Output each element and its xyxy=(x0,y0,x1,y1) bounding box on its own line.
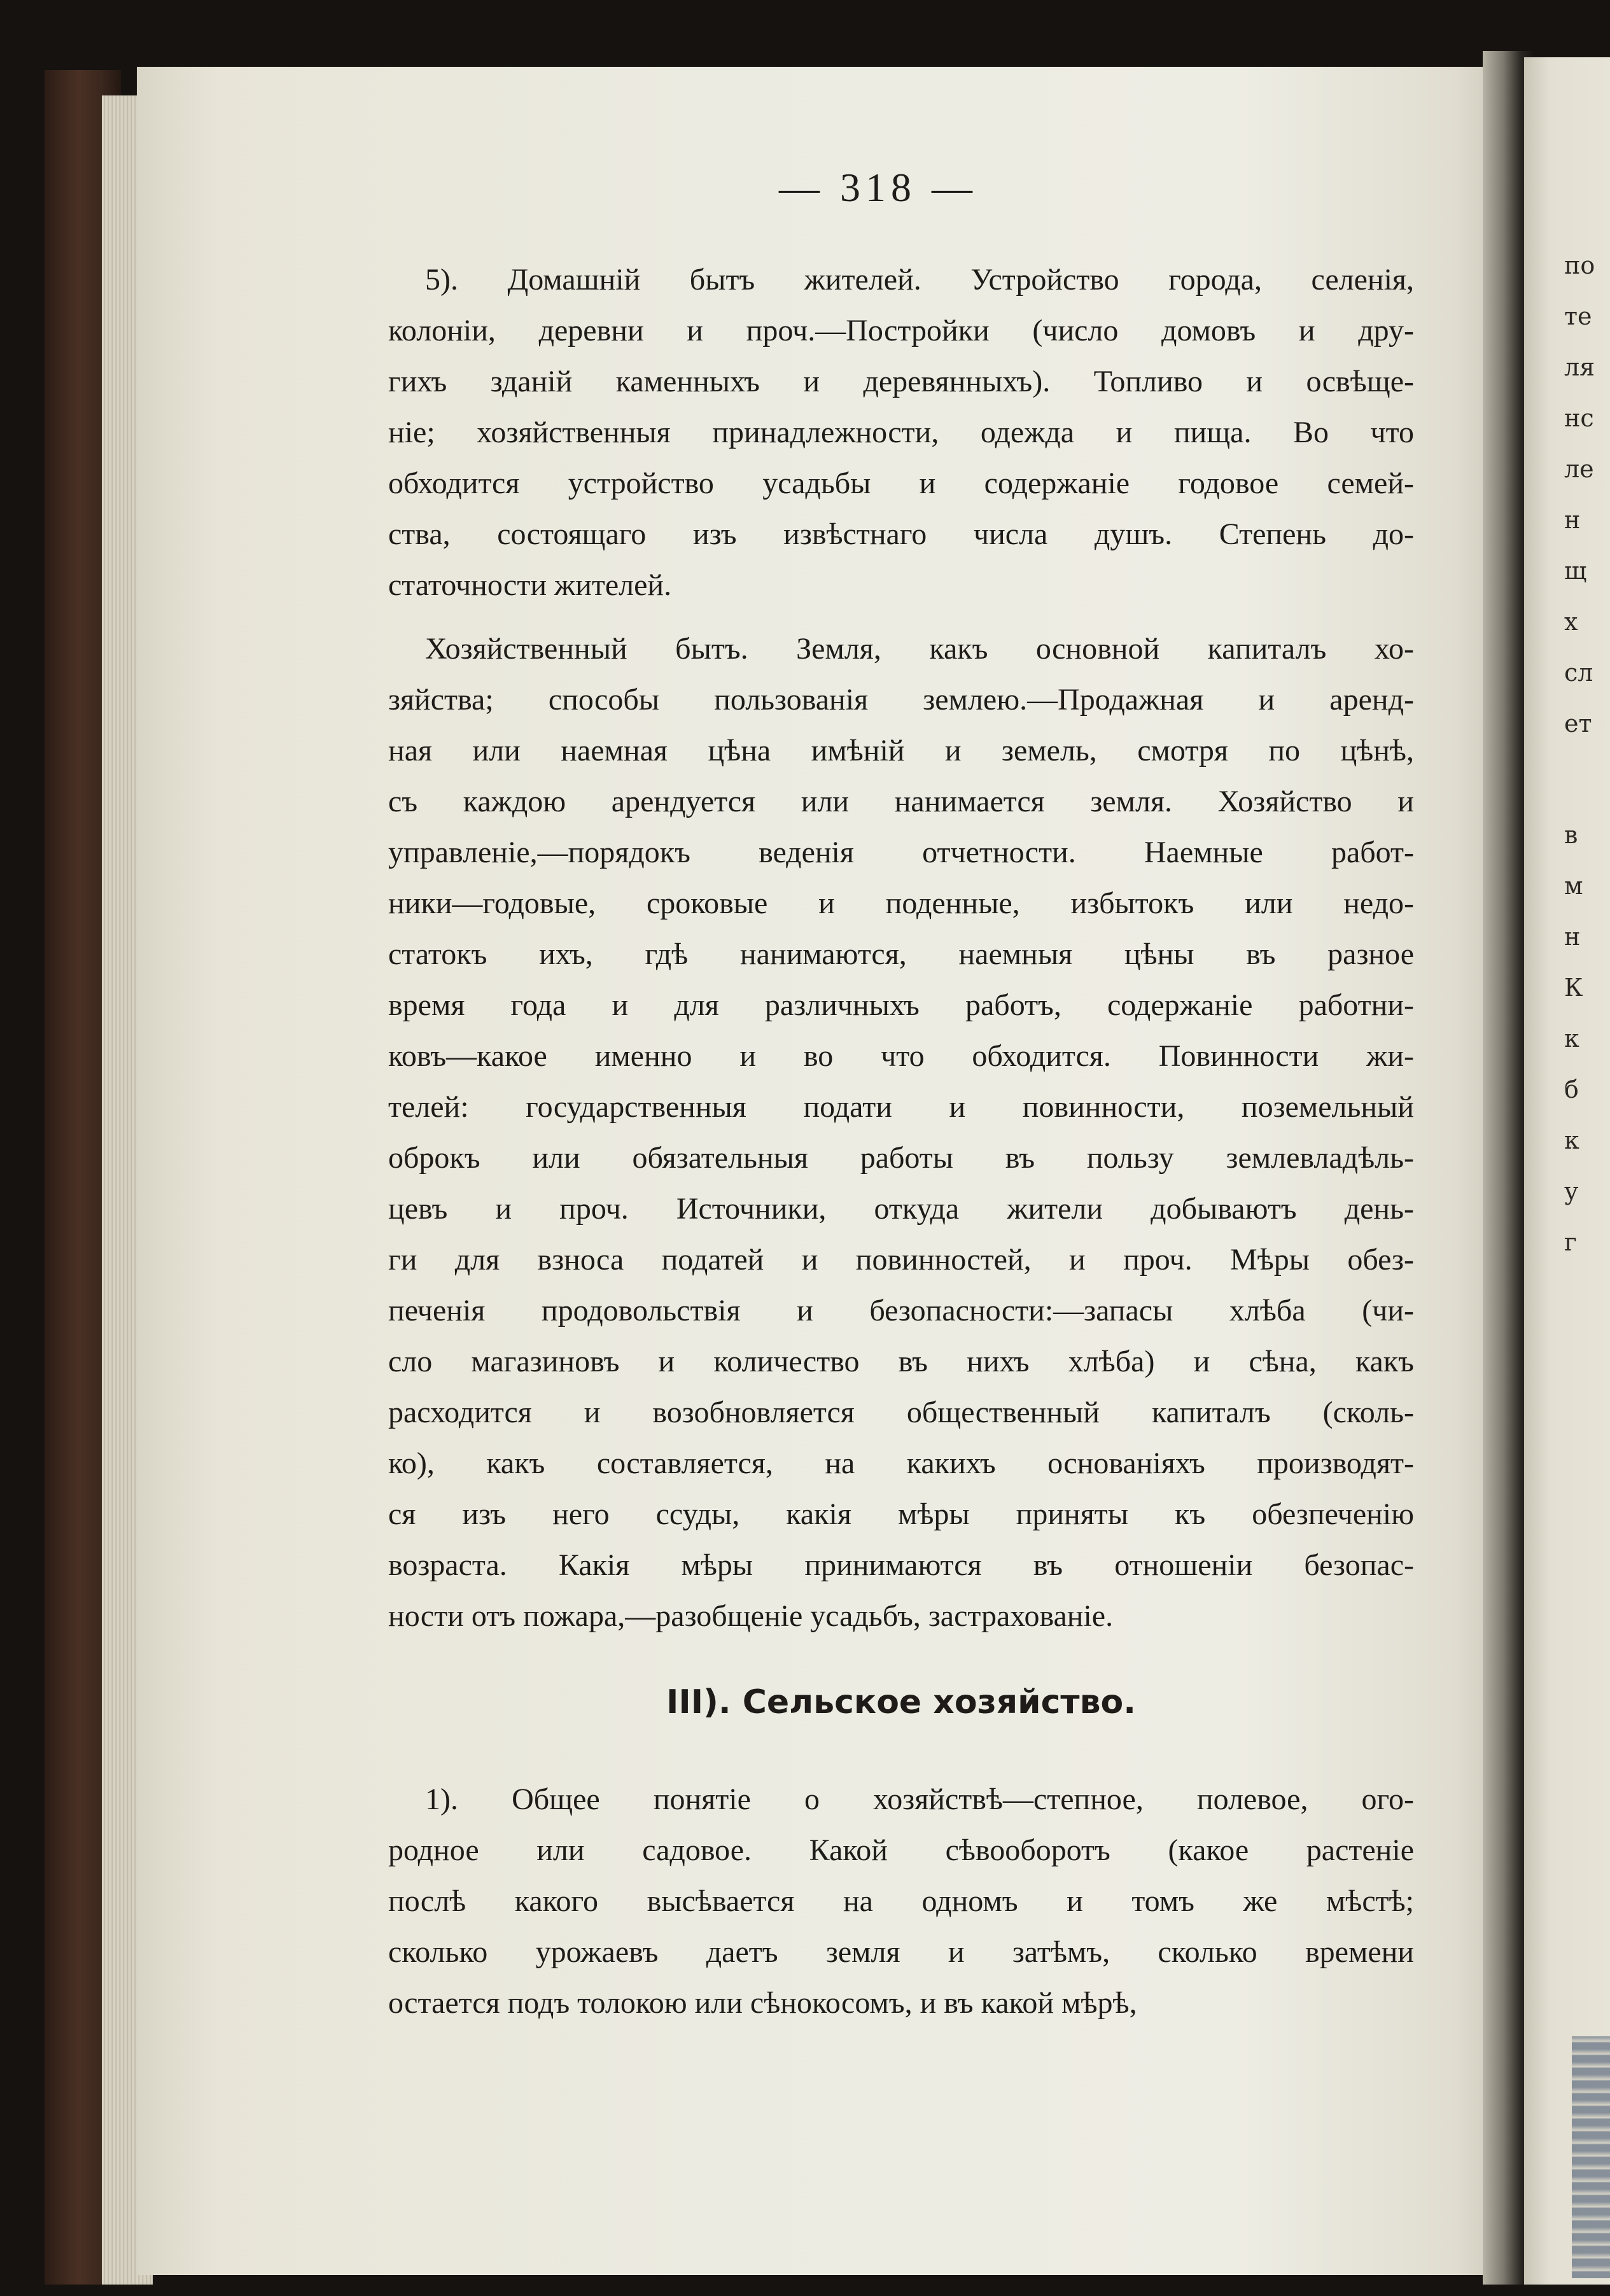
text-line: послѣ какого высѣвается на одномъ и томъ же мѣстѣ; xyxy=(388,1884,1414,1918)
paragraph-agriculture xyxy=(388,1774,1414,2029)
paragraph-economic-life xyxy=(388,624,1414,1642)
text-line: сло магазиновъ и количество въ нихъ хлѣба) и сѣна, какъ xyxy=(388,1345,1414,1378)
text-line: ги для взноса податей и повинностей, и проч. Мѣры обез- xyxy=(388,1243,1414,1277)
text-line: ко), какъ составляется, на какихъ основаніяхъ производят- xyxy=(388,1446,1414,1480)
next-page-fragment: г xyxy=(1564,1228,1577,1256)
text-line: обходится устройство усадьбы и содержаніе годовое семей- xyxy=(388,466,1414,500)
text-line: Хозяйственный бытъ. Земля, какъ основной капиталъ хо- xyxy=(425,632,1414,666)
next-page xyxy=(1524,57,1610,2285)
next-page-fragment: х xyxy=(1564,608,1578,636)
text-line: родное или садовое. Какой сѣвооборотъ (какое растеніе xyxy=(388,1833,1414,1867)
text-line: ства, состоящаго изъ извѣстнаго числа душъ. Степень до- xyxy=(388,517,1414,551)
next-page-fragment: нс xyxy=(1564,404,1594,432)
text-line: телей: государственныя подати и повинности, поземельный xyxy=(388,1090,1414,1124)
text-line: ковъ—какое именно и во что обходится. Повинности жи- xyxy=(388,1039,1414,1073)
text-line: печенія продовольствія и безопасности:—запасы хлѣба (чи- xyxy=(388,1294,1414,1327)
text-line: ники—годовые, сроковые и поденные, избытокъ или недо- xyxy=(388,886,1414,920)
text-line: ная или наемная цѣна имѣній и земель, смотря по цѣнѣ, xyxy=(388,734,1414,767)
next-page-fragment: ле xyxy=(1564,455,1594,483)
text-line: оброкъ или обязательныя работы въ пользу землевладѣль- xyxy=(388,1141,1414,1175)
next-page-edge xyxy=(1572,2036,1610,2278)
text-line: статочности жителей. xyxy=(388,568,672,602)
next-page-fragment: к xyxy=(1564,1025,1579,1053)
text-line: ности отъ пожара,—разобщеніе усадьбъ, застрахованіе. xyxy=(388,1599,1114,1633)
text-line: гихъ зданій каменныхъ и деревянныхъ). Топливо и освѣще- xyxy=(388,365,1414,398)
text-line: статокъ ихъ, гдѣ нанимаются, наемныя цѣны въ разное xyxy=(388,937,1414,971)
text-line: 5). Домашній бытъ жителей. Устройство города, селенія, xyxy=(425,263,1414,297)
page-number: — 318 — xyxy=(779,165,977,210)
next-page-fragment: щ xyxy=(1564,557,1587,585)
text-line: управленіе,—порядокъ веденія отчетности. Наемные работ- xyxy=(388,836,1414,869)
section-heading: III). Сельское хозяйство. xyxy=(666,1683,1136,1721)
next-page-fragment: в xyxy=(1564,821,1578,849)
next-page-fragment: по xyxy=(1564,251,1595,279)
next-page-fragment: те xyxy=(1564,302,1592,330)
text-line: зяйства; способы пользованія землею.—Продажная и аренд- xyxy=(388,683,1414,717)
next-page-fragment: ет xyxy=(1564,710,1592,738)
text-line: сколько урожаевъ даетъ земля и затѣмъ, сколько времени xyxy=(388,1935,1414,1969)
next-page-fragment: м xyxy=(1564,872,1583,900)
text-line: колоніи, деревни и проч.—Постройки (число домовъ и дру- xyxy=(388,314,1414,347)
text-line: возраста. Какія мѣры принимаются въ отношеніи безопас- xyxy=(388,1548,1414,1582)
text-line: расходится и возобновляется общественный капиталъ (сколь- xyxy=(388,1396,1414,1429)
next-page-fragment: б xyxy=(1564,1075,1579,1103)
paragraph-domestic-life xyxy=(388,255,1414,611)
next-page-fragment: н xyxy=(1564,506,1581,534)
text-line: съ каждою арендуется или нанимается земля. Хозяйство и xyxy=(388,785,1414,818)
next-page-fragment: сл xyxy=(1564,659,1593,687)
text-line: ніе; хозяйственныя принадлежности, одежда и пища. Во что xyxy=(388,416,1414,449)
next-page-fragment: К xyxy=(1564,974,1583,1002)
text-line: 1). Общее понятіе о хозяйствѣ—степное, полевое, ого- xyxy=(425,1782,1414,1816)
next-page-fragment: у xyxy=(1564,1177,1579,1205)
next-page-fragment: ля xyxy=(1564,353,1595,381)
text-line: остается подъ толокою или сѣнокосомъ, и въ какой мѣрѣ, xyxy=(388,1986,1137,2020)
text-line: ся изъ него ссуды, какія мѣры приняты къ обезпеченію xyxy=(388,1497,1414,1531)
text-line: цевъ и проч. Источники, откуда жители добываютъ день- xyxy=(388,1192,1414,1226)
next-page-fragment: к xyxy=(1564,1126,1579,1154)
next-page-fragment: н xyxy=(1564,923,1581,951)
text-line: время года и для различныхъ работъ, содержаніе работни- xyxy=(388,988,1414,1022)
